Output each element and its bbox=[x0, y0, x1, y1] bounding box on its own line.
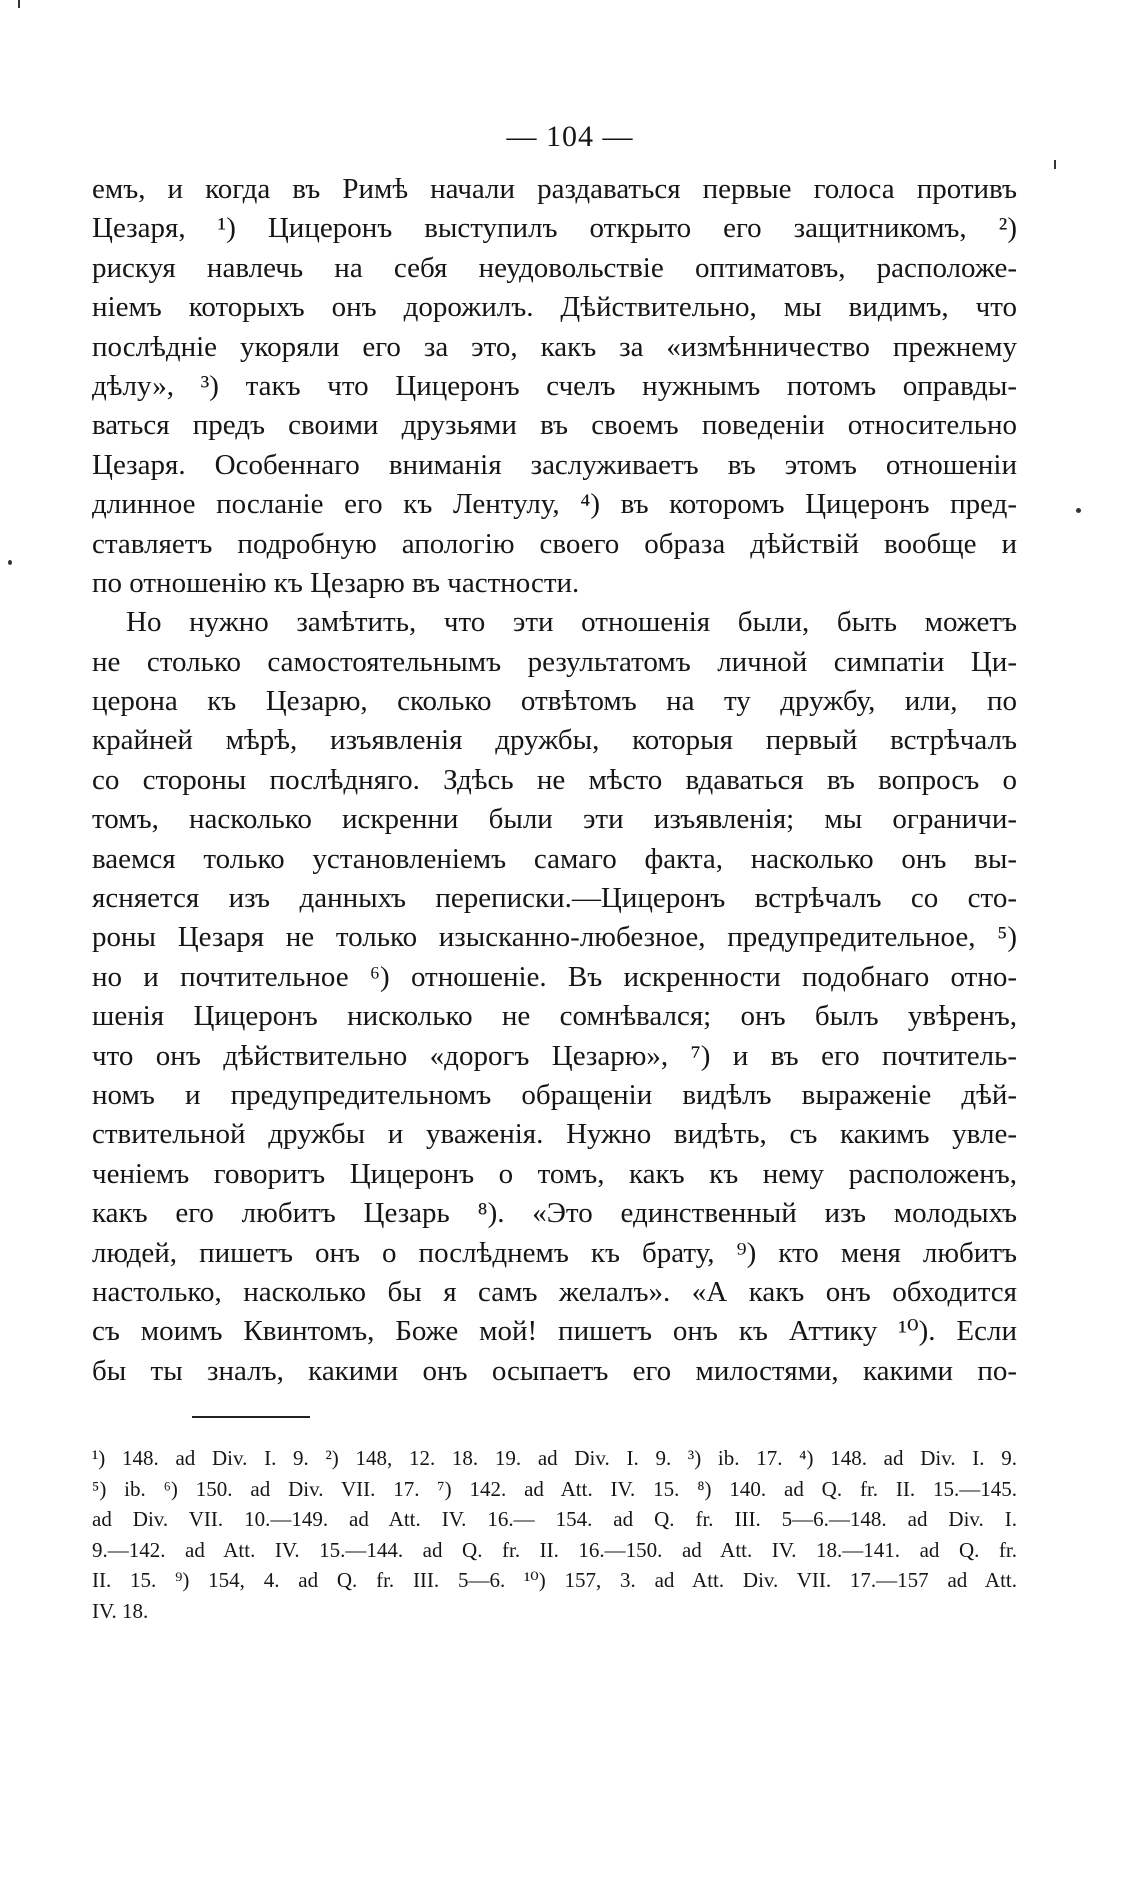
text-line: съ моимъ Квинтомъ, Боже мой! пишетъ онъ къ Аттику ¹⁰). Если bbox=[92, 1315, 1017, 1348]
text-line: роны Цезаря не только изысканно-любезное, предупредительное, ⁵) bbox=[92, 921, 1017, 954]
scan-speck bbox=[1076, 508, 1081, 513]
page-number: — 104 — bbox=[506, 120, 634, 153]
text-line: рискуя навлечь на себя неудовольствіе оптиматовъ, расположе- bbox=[92, 251, 1017, 284]
text-line: что онъ дѣйствительно «дорогъ Цезарю», ⁷) и въ его почтитель- bbox=[92, 1039, 1017, 1072]
text-line: послѣдніе укоряли его за это, какъ за «измѣнничество прежнему bbox=[92, 330, 1017, 363]
text-line: Цезаря, ¹) Цицеронъ выступилъ открыто его защитникомъ, ²) bbox=[92, 212, 1017, 245]
text-line: ставляетъ подробную апологію своего образа дѣйствій вообще и bbox=[92, 527, 1017, 560]
footnote-line: II. 15. ⁹) 154, 4. ad Q. fr. III. 5—6. ¹⁰) 157, 3. ad Att. Div. VII. 17.—157 ad Att. bbox=[92, 1568, 1017, 1592]
text-line: бы ты зналъ, какими онъ осыпаетъ его милостями, какими по- bbox=[92, 1354, 1017, 1387]
footnote-divider bbox=[192, 1416, 310, 1418]
footnote-line: ad Div. VII. 10.—149. ad Att. IV. 16.— 154. ad Q. fr. III. 5—6.—148. ad Div. I. bbox=[92, 1507, 1017, 1531]
text-line: крайней мѣрѣ, изъявленія дружбы, которыя первый встрѣчалъ bbox=[92, 724, 1017, 757]
text-line: длинное посланіе его къ Лентулу, ⁴) въ которомъ Цицеронъ пред- bbox=[92, 488, 1017, 521]
text-line: Цезаря. Особеннаго вниманія заслуживаетъ въ этомъ отношеніи bbox=[92, 448, 1017, 481]
main-text bbox=[92, 170, 1017, 1391]
text-line: ясняется изъ данныхъ переписки.—Цицеронъ встрѣчалъ со сто- bbox=[92, 882, 1017, 915]
text-line: ніемъ которыхъ онъ дорожилъ. Дѣйствительно, мы видимъ, что bbox=[92, 291, 1017, 324]
text-line: ченіемъ говоритъ Цицеронъ о томъ, какъ къ нему расположенъ, bbox=[92, 1157, 1017, 1190]
text-line: ваться предъ своими друзьями въ своемъ поведеніи относительно bbox=[92, 409, 1017, 442]
footnote-line: IV. 18. bbox=[92, 1598, 149, 1623]
text-line: номъ и предупредительномъ обращеніи видѣлъ выраженіе дѣй- bbox=[92, 1078, 1017, 1111]
scan-speck bbox=[1054, 160, 1056, 169]
footnote-line: 9.—142. ad Att. IV. 15.—144. ad Q. fr. II. 16.—150. ad Att. IV. 18.—141. ad Q. fr. bbox=[92, 1537, 1017, 1562]
text-line: но и почтительное ⁶) отношеніе. Въ искренности подобнаго отно- bbox=[92, 960, 1017, 993]
text-line: настолько, насколько бы я самъ желалъ». «А какъ онъ обходится bbox=[92, 1275, 1017, 1308]
text-line: ствительной дружбы и уваженія. Нужно видѣть, съ какимъ увле- bbox=[92, 1118, 1017, 1151]
paragraph-start: Но нужно замѣтить, что эти отношенія были, быть можетъ bbox=[126, 606, 1017, 639]
text-line: дѣлу», ³) такъ что Цицеронъ счелъ нужнымъ потомъ оправды- bbox=[92, 369, 1017, 402]
text-line: со стороны послѣдняго. Здѣсь не мѣсто вдаваться въ вопросъ о bbox=[92, 763, 1017, 796]
text-line: емъ, и когда въ Римѣ начали раздаваться первые голоса противъ bbox=[92, 173, 1017, 205]
text-line: томъ, насколько искренни были эти изъявленія; мы ограничи- bbox=[92, 803, 1017, 836]
text-line: не столько самостоятельнымъ результатомъ личной симпатіи Ци- bbox=[92, 645, 1017, 678]
footnotes bbox=[92, 1443, 1017, 1626]
text-line: ваемся только установленіемъ самаго факта, насколько онъ вы- bbox=[92, 842, 1017, 875]
footnote-line: ⁵) ib. ⁶) 150. ad Div. VII. 17. ⁷) 142. ad Att. IV. 15. ⁸) 140. ad Q. fr. II. 15.—145. bbox=[92, 1476, 1017, 1501]
text-line: людей, пишетъ онъ о послѣднемъ къ брату, ⁹) кто меня любитъ bbox=[92, 1236, 1017, 1269]
text-line: церона къ Цезарю, сколько отвѣтомъ на ту дружбу, или, по bbox=[92, 685, 1017, 718]
text-line: по отношенію къ Цезарю въ частности. bbox=[92, 566, 580, 599]
text-line: какъ его любитъ Цезарь ⁸). «Это единственный изъ молодыхъ bbox=[92, 1197, 1017, 1230]
text-line: шенія Цицеронъ нисколько не сомнѣвался; онъ былъ увѣренъ, bbox=[92, 1000, 1017, 1033]
footnote-line: ¹) 148. ad Div. I. 9. ²) 148, 12. 18. 19. ad Div. I. 9. ³) ib. 17. ⁴) 148. ad Div. I. 9. bbox=[92, 1446, 1017, 1470]
scan-speck bbox=[18, 0, 20, 8]
scan-speck bbox=[8, 560, 12, 565]
